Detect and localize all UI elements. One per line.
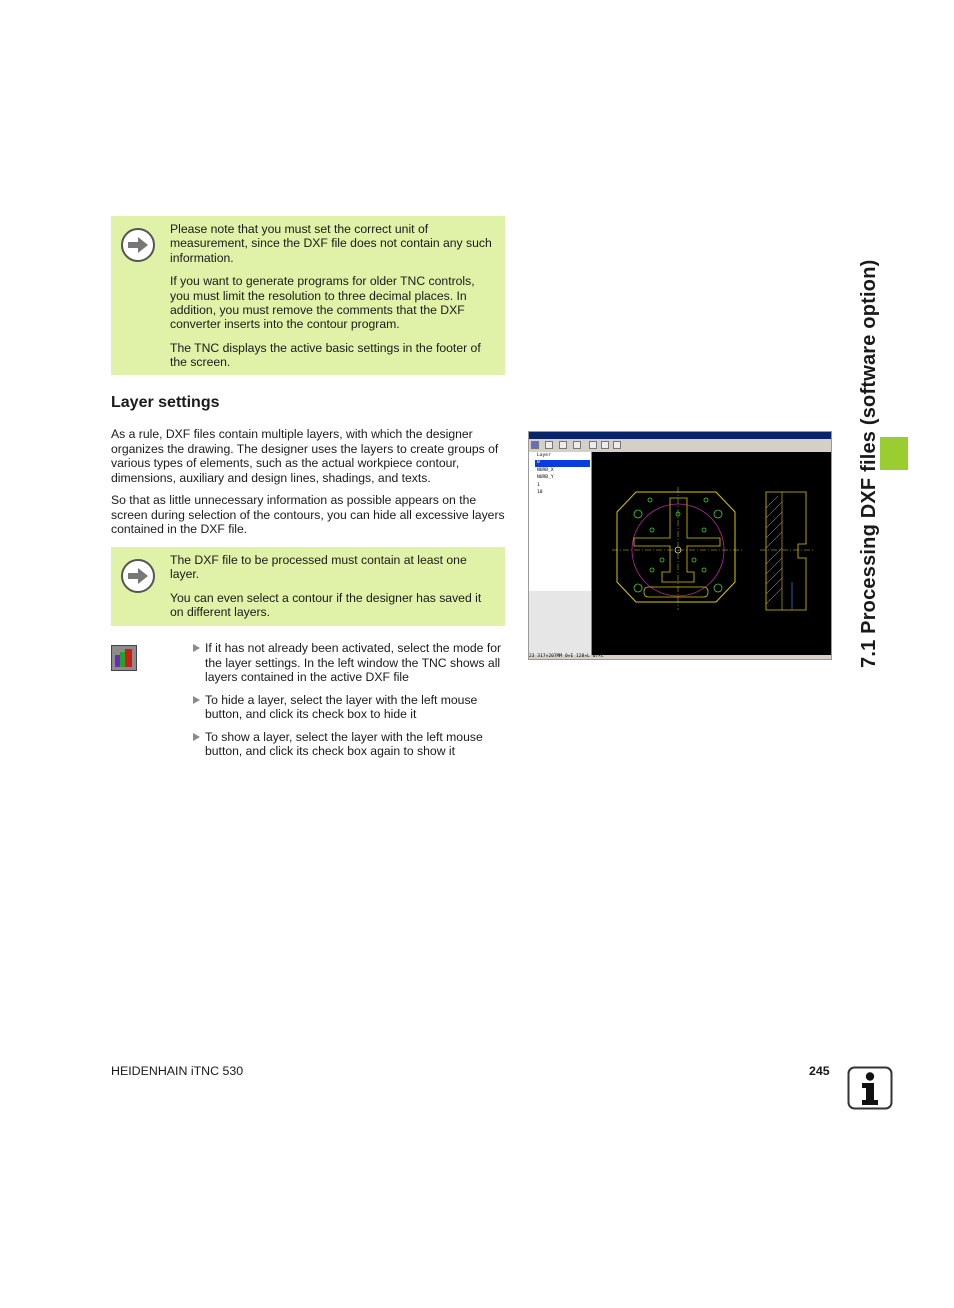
- screenshot-toolbar: [529, 439, 831, 452]
- note-box-layers: [111, 547, 505, 626]
- tool-icon: [601, 441, 609, 449]
- note-paragraph: The DXF file to be processed must contain at least one layer.: [170, 553, 467, 582]
- layer-item[interactable]: NURB_Y: [537, 475, 554, 480]
- instruction-step: To show a layer, select the layer with the left mouse button, and click its check box again to show it: [192, 730, 508, 759]
- screenshot-titlebar: [529, 432, 831, 439]
- cad-drawing: [592, 452, 832, 655]
- layer-tool-icon: [531, 441, 539, 449]
- section-tab: [880, 437, 908, 470]
- section-heading: Layer settings: [111, 394, 220, 411]
- section-title: 7.1 Processing DXF files (software option): [858, 259, 880, 668]
- layer-list-header: Layer: [537, 453, 551, 458]
- note-paragraph: If you want to generate programs for older TNC controls, you must limit the resolution to three decimal places. In addition, you must remove the comments that the DXF converter inserts into the contour program.: [170, 274, 475, 332]
- body-paragraph: So that as little unnecessary information as possible appears on the screen during selection of the contours, you can hide all excessive layers contained in the DXF file.: [111, 493, 505, 536]
- footer-product: HEIDENHAIN iTNC 530: [111, 1064, 244, 1078]
- note-paragraph: You can even select a contour if the designer has saved it on different layers.: [170, 590, 482, 620]
- instruction-step: To hide a layer, select the layer with the left mouse button, and click its check box to hide it: [192, 693, 508, 722]
- note-paragraph: Please note that you must set the correct unit of measurement, since the DXF file does not contain any such information.: [170, 222, 492, 265]
- tool-icon: [559, 441, 567, 449]
- layer-item[interactable]: NURB_X: [537, 468, 554, 473]
- layer-selection-highlight: [535, 460, 590, 467]
- layer-item[interactable]: 0: [537, 460, 540, 465]
- tool-icon: [613, 441, 621, 449]
- step-arrow-icon: [193, 696, 200, 704]
- instruction-step: If it has not already been activated, select the mode for the layer settings. In the left window the TNC shows all layers contained in the active DXF file: [192, 641, 508, 685]
- layer-item[interactable]: 10: [537, 490, 543, 495]
- info-icon: [847, 1066, 893, 1110]
- drawing-canvas: [592, 452, 832, 655]
- instruction-steps: [192, 641, 508, 767]
- step-arrow-icon: [193, 644, 200, 652]
- body-paragraph: As a rule, DXF files contain multiple layers, with which the designer organizes the drawing. The designer uses the layers to create groups of various types of elements, such as the actual workpiece contour, dimensions, auxiliary and design lines, shadings, and texts.: [111, 427, 499, 485]
- arrow-right-icon: [120, 227, 156, 263]
- zoom-icon: [589, 441, 597, 449]
- tool-icon: [545, 441, 553, 449]
- dxf-converter-screenshot: [528, 431, 832, 660]
- layer-panel-lower: [529, 591, 592, 655]
- layer-mode-icon: [111, 645, 137, 671]
- layer-item[interactable]: 1: [537, 483, 540, 488]
- note-box-unit: [111, 216, 505, 375]
- page-number: 245: [809, 1064, 830, 1078]
- screenshot-statusbar: [529, 655, 831, 660]
- step-arrow-icon: [193, 733, 200, 741]
- layer-list-panel: [529, 452, 592, 591]
- status-text: 23 317×207MM 0×E 128×L 07×C: [529, 654, 604, 659]
- arrow-right-icon: [120, 558, 156, 594]
- tool-icon: [573, 441, 581, 449]
- note-paragraph: The TNC displays the active basic settings in the footer of the screen.: [170, 340, 481, 370]
